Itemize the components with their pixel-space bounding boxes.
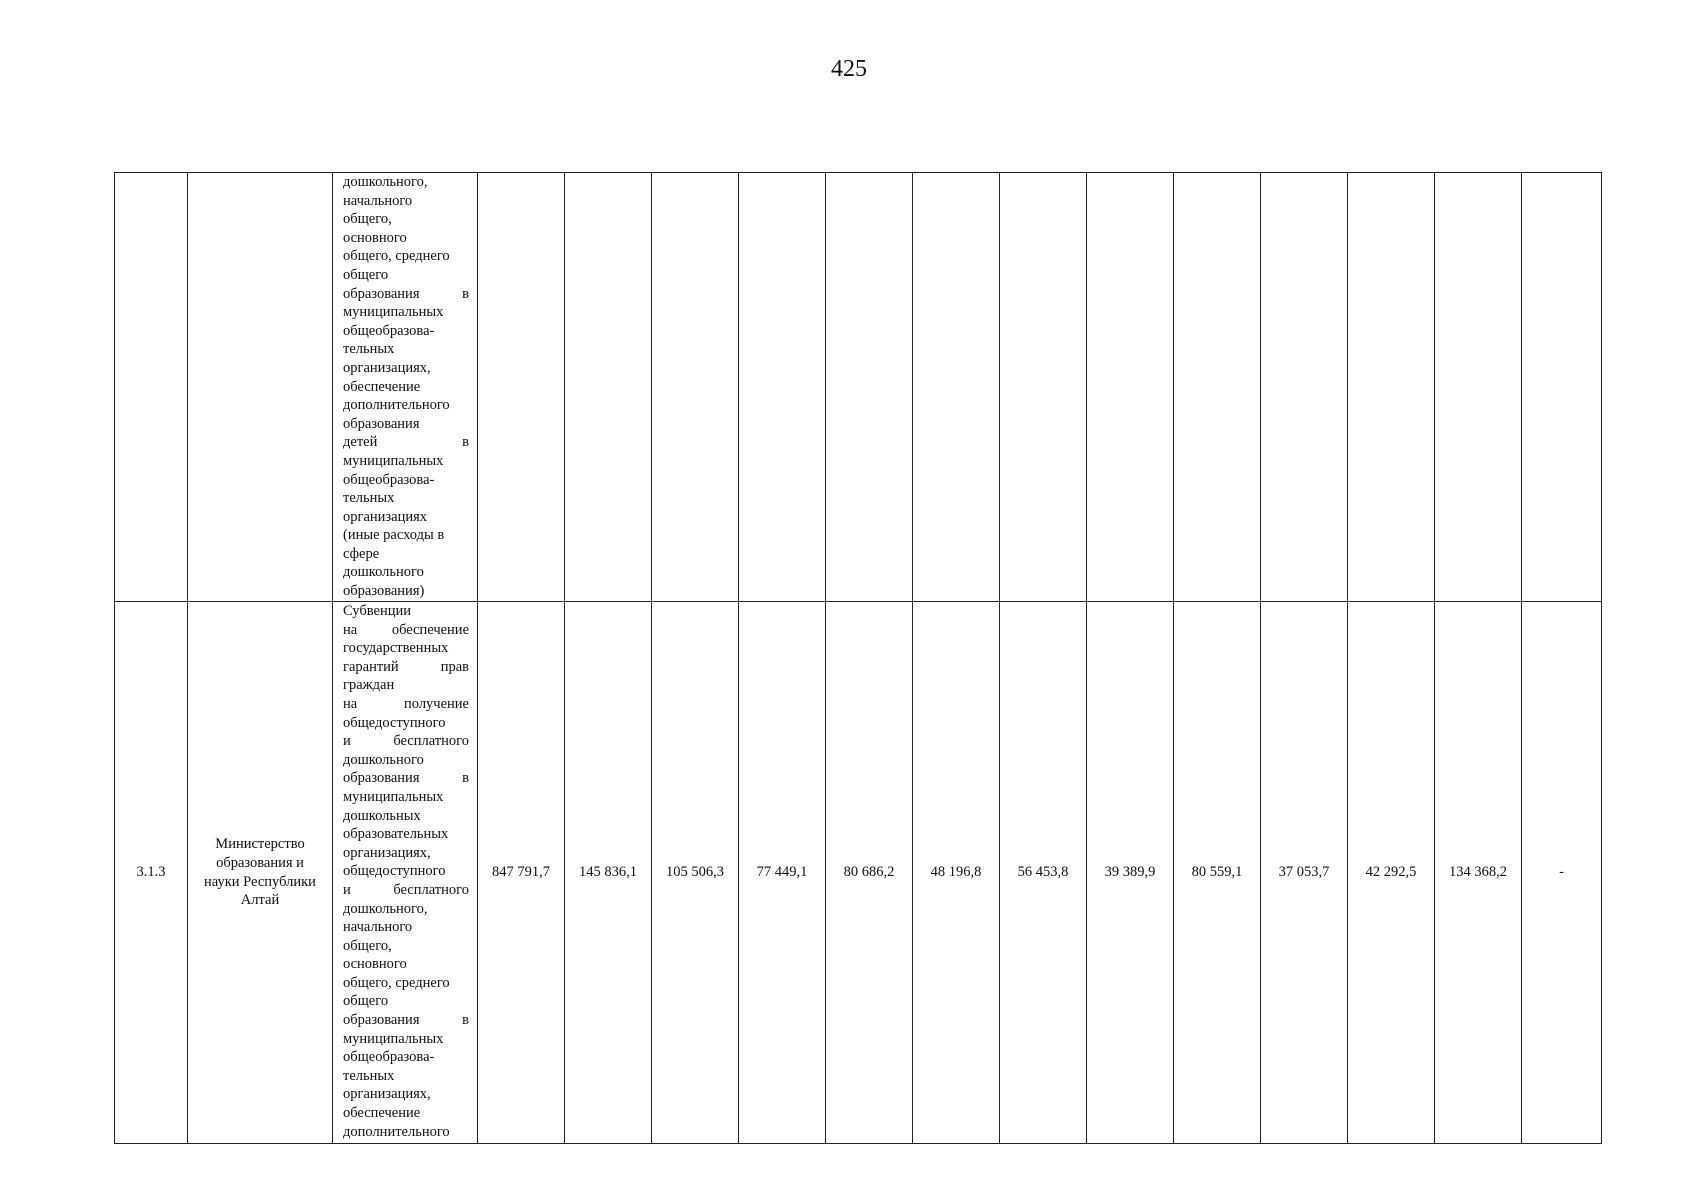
description-line: образования) — [343, 583, 425, 600]
cell-code — [115, 173, 188, 602]
description-line: дополнительного — [343, 397, 450, 414]
description-line: государственных — [343, 640, 449, 657]
description-line: организациях — [343, 508, 428, 525]
table-body — [115, 173, 1602, 1144]
description-line: образования в — [343, 285, 469, 302]
cell-value: 847 791,7 — [478, 602, 565, 1144]
description-line: Субвенции — [343, 603, 411, 619]
cell-value: 37 053,7 — [1261, 602, 1348, 1144]
description-line: общедоступного — [343, 714, 446, 731]
table-row — [115, 173, 1602, 602]
description-line: на обеспечение — [343, 621, 469, 638]
page-number: 425 — [831, 56, 867, 82]
cell-value — [826, 173, 913, 602]
description-line: муниципальных — [343, 452, 444, 469]
cell-value: 39 389,9 — [1087, 602, 1174, 1144]
description-line: и бесплатного — [343, 733, 469, 750]
description-line: тельных — [343, 341, 395, 358]
table-row — [115, 602, 1602, 1144]
description-line: обеспечение — [343, 1105, 421, 1122]
description-line: организациях, — [343, 1086, 431, 1103]
cell-value — [739, 173, 826, 602]
description-line: образовательных — [343, 826, 449, 843]
description-line: муниципальных — [343, 304, 444, 321]
description-line: на получение — [343, 695, 469, 712]
description-line: гарантий прав — [343, 658, 469, 675]
cell-value: 105 506,3 — [652, 602, 739, 1144]
description-line: общего, среднего — [343, 974, 450, 991]
description-line: общего, — [343, 937, 392, 954]
cell-value — [1348, 173, 1435, 602]
cell-value — [565, 173, 652, 602]
cell-agency: Министерство образования и науки Республики Алтай — [188, 602, 333, 1144]
budget-table — [114, 172, 1602, 1144]
description-line: дополнительного — [343, 1123, 450, 1140]
description-line: общего — [343, 993, 389, 1010]
description-line: общего — [343, 266, 389, 283]
description-line: граждан — [343, 677, 395, 694]
description-line: дошкольного, — [343, 900, 428, 917]
cell-value: 42 292,5 — [1348, 602, 1435, 1144]
description-line: тельных — [343, 490, 395, 507]
cell-value — [652, 173, 739, 602]
cell-value: 48 196,8 — [913, 602, 1000, 1144]
description-line: общего, — [343, 211, 392, 228]
cell-value — [1000, 173, 1087, 602]
description-line: дошкольного — [343, 564, 424, 581]
description-line: организациях, — [343, 359, 431, 376]
description-line: начального — [343, 919, 413, 936]
cell-value — [478, 173, 565, 602]
description-line: дошкольного — [343, 751, 424, 768]
description-line: основного — [343, 229, 407, 246]
description-line: тельных — [343, 1067, 395, 1084]
cell-value — [1087, 173, 1174, 602]
description-line: общего, среднего — [343, 248, 450, 265]
cell-value: 145 836,1 — [565, 602, 652, 1144]
description-line: дошкольного, — [343, 174, 428, 190]
description-line: общедоступного — [343, 863, 446, 880]
cell-description — [333, 173, 478, 602]
description-line: дошкольных — [343, 807, 421, 824]
description-line: детей в — [343, 434, 469, 451]
cell-last — [1522, 173, 1602, 602]
description-line: и бесплатного — [343, 881, 469, 898]
description-line: образования в — [343, 1012, 469, 1029]
cell-code: 3.1.3 — [115, 602, 188, 1144]
description-line: общеобразова- — [343, 322, 435, 339]
description-line: основного — [343, 956, 407, 973]
description-line: организациях, — [343, 844, 431, 861]
cell-value — [1174, 173, 1261, 602]
cell-value — [913, 173, 1000, 602]
cell-agency — [188, 173, 333, 602]
description-line: (иные расходы в — [343, 527, 445, 544]
cell-value — [1261, 173, 1348, 602]
cell-value: 134 368,2 — [1435, 602, 1522, 1144]
cell-value — [1435, 173, 1522, 602]
cell-description — [333, 602, 478, 1144]
cell-value: 80 559,1 — [1174, 602, 1261, 1144]
description-line: муниципальных — [343, 1030, 444, 1047]
cell-value: 56 453,8 — [1000, 602, 1087, 1144]
description-line: образования в — [343, 770, 469, 787]
description-line: муниципальных — [343, 788, 444, 805]
cell-value: 77 449,1 — [739, 602, 826, 1144]
description-line: общеобразова- — [343, 1049, 435, 1066]
description-line: обеспечение — [343, 378, 421, 395]
cell-last: - — [1522, 602, 1602, 1144]
description-line: начального — [343, 192, 413, 209]
cell-value: 80 686,2 — [826, 602, 913, 1144]
description-line: общеобразова- — [343, 471, 435, 488]
description-line: сфере — [343, 545, 380, 562]
description-line: образования — [343, 415, 420, 432]
